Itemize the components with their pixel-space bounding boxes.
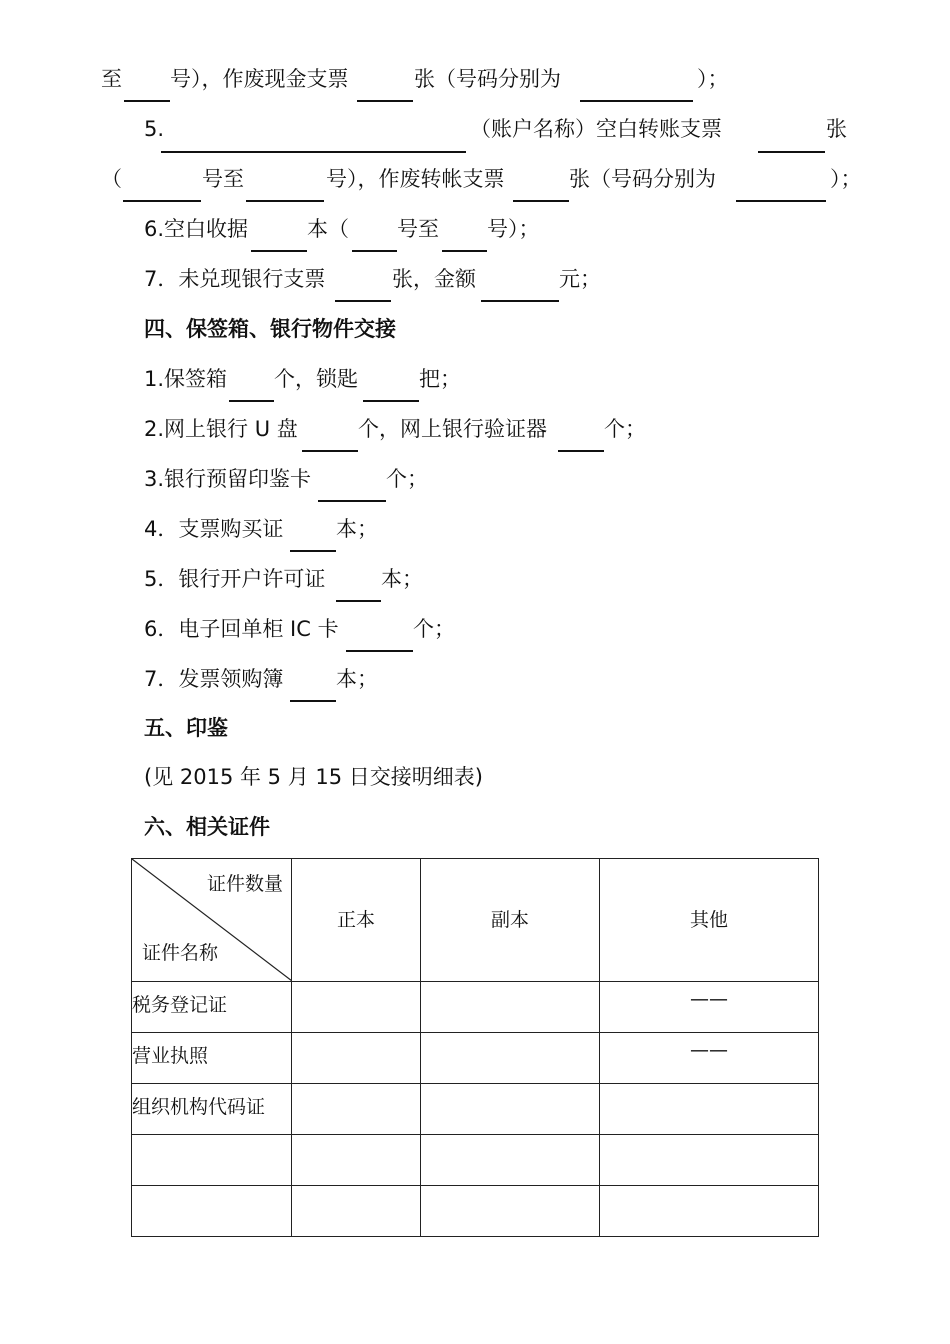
text: 张: [826, 117, 847, 141]
s4-item-1: [0, 364, 950, 394]
blank-field[interactable]: [736, 200, 826, 202]
s4-item-4: [0, 514, 950, 544]
text: 7．未兑现银行支票: [144, 267, 326, 291]
cash-check-line: [0, 64, 950, 94]
other-cell[interactable]: [600, 1186, 819, 1237]
blank-field[interactable]: [290, 550, 336, 552]
cert-name-cell[interactable]: [132, 1186, 292, 1237]
cert-name: 营业执照: [132, 1045, 209, 1067]
original-cell[interactable]: [292, 982, 421, 1033]
heading-text: 四、保签箱、银行物件交接: [144, 317, 396, 341]
text: 5.: [144, 117, 165, 141]
blank-field[interactable]: [442, 250, 487, 252]
text: （账户名称）空白转账支票: [470, 117, 722, 141]
text: 6．电子回单柜 IC 卡: [144, 617, 339, 641]
cert-name-cell: [132, 1033, 292, 1084]
s4-item-2: [0, 414, 950, 444]
table-row: [132, 1084, 819, 1135]
blank-field[interactable]: [357, 100, 413, 102]
copy-cell[interactable]: [421, 1084, 600, 1135]
heading-text: 五、印鉴: [144, 716, 228, 740]
section-6-heading: [144, 812, 270, 842]
text: 个，锁匙: [274, 367, 358, 391]
other-cell[interactable]: [600, 1033, 819, 1084]
copy-cell[interactable]: [421, 1135, 600, 1186]
seal-note: [144, 762, 483, 792]
column-header-label: 其他: [689, 909, 728, 931]
text: 本；: [381, 567, 423, 591]
text: 7．发票领购簿: [144, 667, 284, 691]
table-row: [132, 1186, 819, 1237]
text: 5．银行开户许可证: [144, 567, 326, 591]
blank-field[interactable]: [352, 250, 397, 252]
text: 3.银行预留印鉴卡: [144, 467, 312, 491]
blank-field[interactable]: [318, 500, 386, 502]
s4-item-5: [0, 564, 950, 594]
text: 1.保签箱: [144, 367, 228, 391]
copy-cell[interactable]: [421, 982, 600, 1033]
table-row: [132, 1033, 819, 1084]
text: 号至: [202, 167, 244, 191]
s4-item-7: [0, 664, 950, 694]
blank-field[interactable]: [580, 100, 693, 102]
text: 号），作废转帐支票: [326, 167, 505, 191]
cert-name-cell[interactable]: [132, 1135, 292, 1186]
original-cell[interactable]: [292, 1186, 421, 1237]
blank-field[interactable]: [123, 200, 201, 202]
text: 本；: [336, 667, 378, 691]
table-header-row: [132, 859, 819, 982]
column-header: [292, 859, 421, 982]
text: 张（号码分别为: [414, 67, 561, 91]
text: ）；: [697, 67, 729, 91]
section-5-heading: [144, 713, 228, 743]
blank-field[interactable]: [246, 200, 324, 202]
original-cell[interactable]: [292, 1135, 421, 1186]
blank-field[interactable]: [336, 600, 381, 602]
blank-field[interactable]: [758, 151, 825, 153]
certificates-table: [131, 858, 819, 1237]
cert-name-cell: [132, 982, 292, 1033]
other-cell[interactable]: [600, 1135, 819, 1186]
text: 个；: [604, 417, 646, 441]
text: 2.网上银行 U 盘: [144, 417, 298, 441]
item-6-line: [0, 214, 950, 244]
heading-text: 六、相关证件: [144, 815, 270, 839]
corner-top-label: 证件数量: [206, 873, 283, 895]
text: 至: [101, 67, 122, 91]
blank-field[interactable]: [346, 650, 413, 652]
copy-cell[interactable]: [421, 1033, 600, 1084]
column-header-label: 副本: [490, 909, 529, 931]
text: 号至: [397, 217, 439, 241]
cell-value: ——: [690, 988, 728, 1010]
table-row: [132, 982, 819, 1033]
blank-field[interactable]: [124, 100, 170, 102]
blank-field[interactable]: [558, 450, 604, 452]
column-header: [600, 859, 819, 982]
account-name-field[interactable]: [161, 151, 466, 153]
text: 元；: [559, 267, 601, 291]
text: 张（号码分别为: [569, 167, 716, 191]
blank-field[interactable]: [251, 250, 307, 252]
cert-name: 税务登记证: [132, 994, 228, 1016]
text: 张，金额: [392, 267, 476, 291]
other-cell[interactable]: [600, 982, 819, 1033]
other-cell[interactable]: [600, 1084, 819, 1135]
column-header: [421, 859, 600, 982]
cert-name-cell: [132, 1084, 292, 1135]
text: 本；: [336, 517, 378, 541]
text: 号）；: [487, 217, 540, 241]
table-row: [132, 1135, 819, 1186]
section-4-heading: [144, 314, 396, 344]
corner-cell: [132, 859, 292, 982]
text: 个，网上银行验证器: [358, 417, 547, 441]
original-cell[interactable]: [292, 1033, 421, 1084]
text: ）；: [830, 167, 862, 191]
blank-field[interactable]: [302, 450, 358, 452]
text: 本（: [307, 217, 349, 241]
blank-field[interactable]: [229, 400, 274, 402]
text: 个；: [413, 617, 455, 641]
text: 号），作废现金支票: [170, 67, 349, 91]
blank-field[interactable]: [513, 200, 569, 202]
item-5-cont-line: [0, 164, 950, 194]
s4-item-6: [0, 614, 950, 644]
copy-cell[interactable]: [421, 1186, 600, 1237]
text: （: [101, 167, 122, 191]
column-header-label: 正本: [336, 909, 375, 931]
s4-item-3: [0, 464, 950, 494]
text: 4．支票购买证: [144, 517, 284, 541]
cell-value: ——: [690, 1039, 728, 1061]
note-text: (见 2015 年 5 月 15 日交接明细表): [144, 765, 483, 789]
blank-field[interactable]: [481, 300, 559, 302]
original-cell[interactable]: [292, 1084, 421, 1135]
text: 个；: [386, 467, 428, 491]
item-7-line: [0, 264, 950, 294]
text: 6.空白收据: [144, 217, 249, 241]
blank-field[interactable]: [290, 700, 336, 702]
text: 把；: [419, 367, 461, 391]
blank-field[interactable]: [363, 400, 419, 402]
cert-name: 组织机构代码证: [132, 1096, 266, 1118]
item-5-line: [0, 114, 950, 144]
corner-bottom-label: 证件名称: [142, 942, 219, 964]
blank-field[interactable]: [335, 300, 391, 302]
